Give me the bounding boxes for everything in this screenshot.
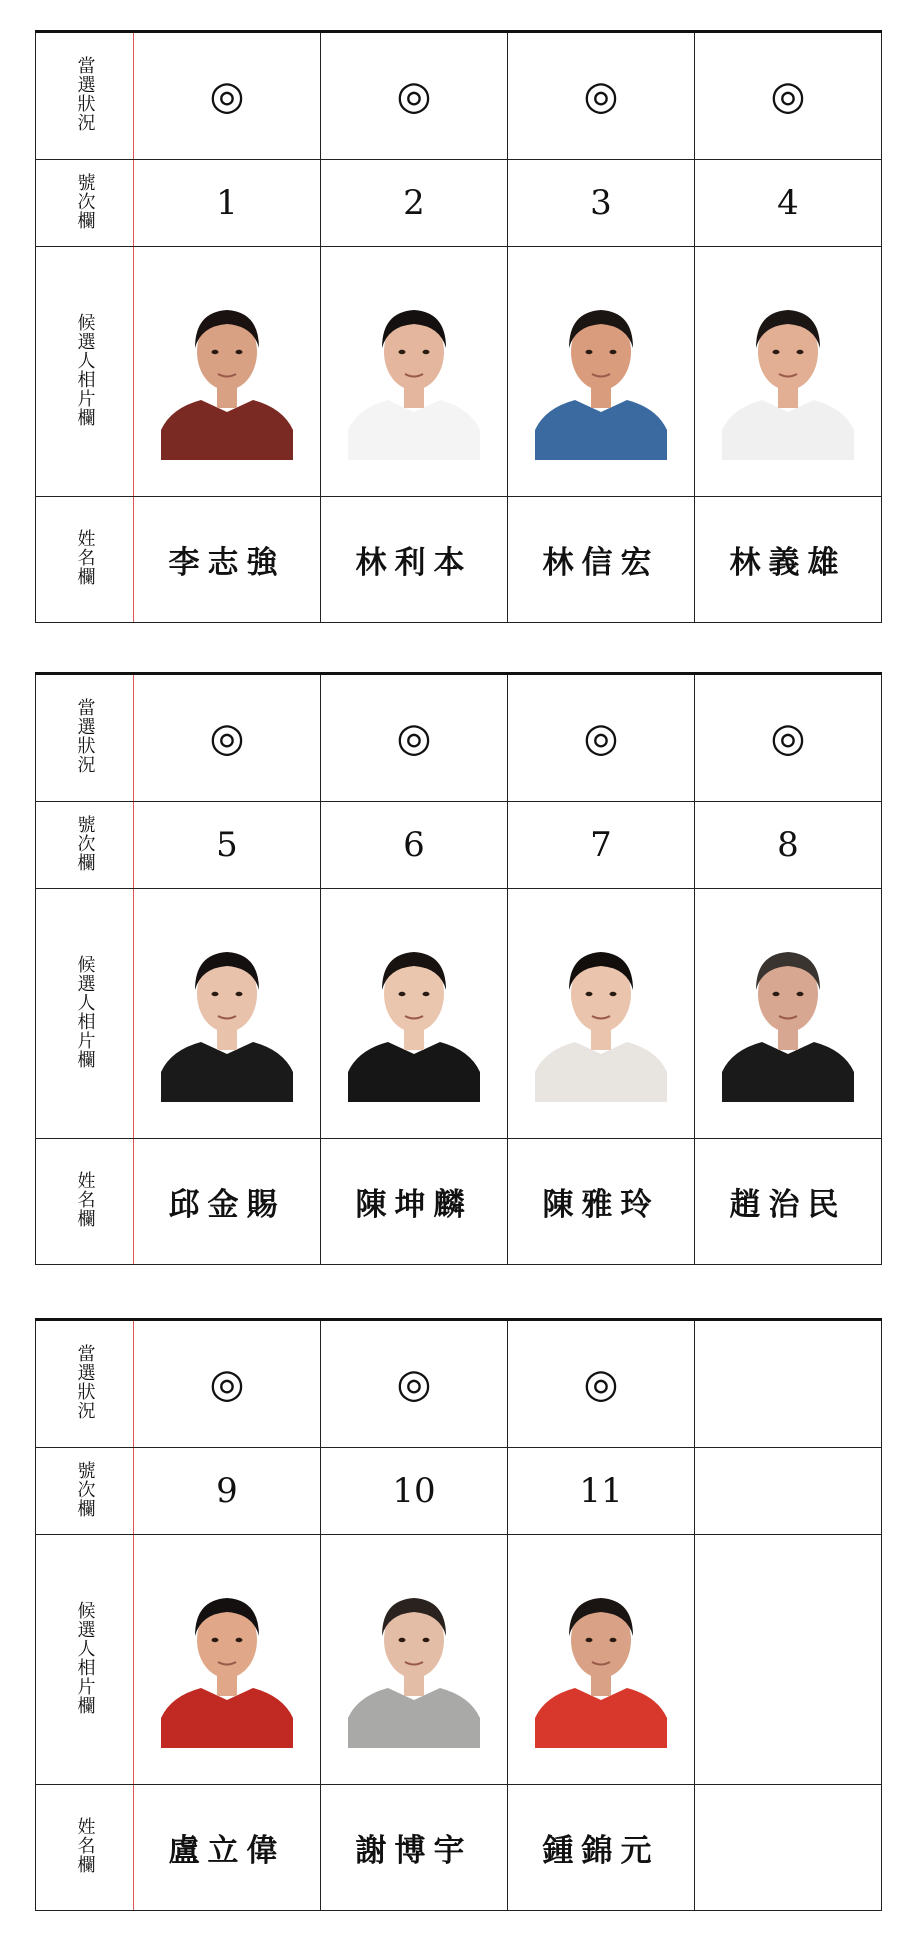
portrait-shirt: [535, 400, 667, 460]
name-cell: [508, 497, 695, 623]
number-cell: [321, 802, 508, 889]
portrait-shirt: [161, 400, 293, 460]
portrait-eye-right: [797, 991, 804, 995]
elected-mark: ◎: [396, 715, 432, 761]
portrait-eye-right: [610, 349, 617, 353]
candidate-number: 4: [777, 183, 799, 223]
name-label-cell: [36, 1139, 134, 1265]
candidate-number: 7: [590, 825, 612, 865]
candidate-number: 8: [777, 825, 799, 865]
status-label: 當選狀況: [74, 698, 96, 774]
status-cell-3: [508, 32, 695, 160]
name-row: [36, 1139, 882, 1265]
photo-label-cell: [36, 889, 134, 1139]
name-label: 姓名欄: [74, 1171, 96, 1228]
name-label-cell: [36, 497, 134, 623]
photo-row: [36, 889, 882, 1139]
status-label: 當選狀況: [74, 1344, 96, 1420]
portrait-eye-left: [212, 991, 219, 995]
status-cell-empty: [695, 1320, 882, 1448]
photo-cell: [134, 247, 321, 497]
status-cell-10: [321, 1320, 508, 1448]
portrait-shirt: [348, 400, 480, 460]
portrait-eye-left: [586, 991, 593, 995]
number-label: 號次欄: [74, 172, 96, 230]
elected-mark: ◎: [583, 73, 619, 119]
portrait-shirt: [535, 1042, 667, 1102]
name-cell-empty: [695, 1785, 882, 1911]
photo-label: 候選人相片欄: [74, 1600, 96, 1715]
portrait-eye-right: [610, 1637, 617, 1641]
portrait-eye-left: [399, 991, 406, 995]
name-cell: [695, 497, 882, 623]
candidate-number: 2: [403, 183, 425, 223]
candidate-number: 11: [579, 1471, 623, 1511]
photo-row: [36, 247, 882, 497]
status-label-cell: [36, 32, 134, 160]
status-label-cell: [36, 674, 134, 802]
portrait-shirt: [535, 1688, 667, 1748]
name-cell: [508, 1139, 695, 1265]
candidate-name: 趙治民: [729, 1187, 847, 1223]
photo-cell: [508, 889, 695, 1139]
number-cell: [508, 160, 695, 247]
number-cell-empty: [695, 1448, 882, 1535]
candidate-number: 10: [392, 1471, 436, 1511]
photo-label: 候選人相片欄: [74, 312, 96, 427]
status-row: [36, 32, 882, 160]
number-cell: [695, 802, 882, 889]
portrait-silhouette: [348, 932, 480, 1102]
candidate-photo: [348, 1578, 480, 1748]
portrait-shirt: [348, 1042, 480, 1102]
portrait-shirt: [161, 1688, 293, 1748]
photo-cell: [508, 247, 695, 497]
number-cell: [321, 1448, 508, 1535]
status-row: [36, 1320, 882, 1448]
status-cell-1: [134, 32, 321, 160]
portrait-eye-right: [236, 1637, 243, 1641]
name-label: 姓名欄: [74, 529, 96, 586]
status-cell-5: [134, 674, 321, 802]
status-label: 當選狀況: [74, 56, 96, 132]
portrait-silhouette: [348, 290, 480, 460]
status-cell-4: [695, 32, 882, 160]
ballot-table-3: [35, 1318, 882, 1911]
status-cell-2: [321, 32, 508, 160]
elected-mark: ◎: [583, 1361, 619, 1407]
candidate-name: 林信宏: [542, 545, 660, 581]
candidate-name: 李志強: [168, 545, 286, 581]
elected-mark: ◎: [396, 73, 432, 119]
number-cell: [695, 160, 882, 247]
photo-cell: [695, 889, 882, 1139]
portrait-silhouette: [535, 290, 667, 460]
elected-mark: ◎: [209, 73, 245, 119]
photo-label-cell: [36, 247, 134, 497]
candidate-photo: [722, 290, 854, 460]
portrait-silhouette: [722, 290, 854, 460]
name-cell: [321, 1785, 508, 1911]
photo-cell: [321, 247, 508, 497]
portrait-silhouette: [161, 932, 293, 1102]
portrait-eye-right: [236, 349, 243, 353]
candidate-photo: [161, 1578, 293, 1748]
name-cell: [134, 1139, 321, 1265]
portrait-eye-left: [586, 349, 593, 353]
status-cell-9: [134, 1320, 321, 1448]
name-cell: [321, 497, 508, 623]
portrait-eye-right: [610, 991, 617, 995]
portrait-eye-left: [773, 991, 780, 995]
status-label-cell: [36, 1320, 134, 1448]
name-row: [36, 497, 882, 623]
photo-row: [36, 1535, 882, 1785]
portrait-eye-right: [423, 991, 430, 995]
status-cell-6: [321, 674, 508, 802]
elected-mark: ◎: [770, 73, 806, 119]
candidate-name: 陳坤麟: [355, 1187, 473, 1223]
photo-cell: [134, 889, 321, 1139]
candidate-name: 林義雄: [729, 545, 847, 581]
candidate-photo: [535, 1578, 667, 1748]
name-label-cell: [36, 1785, 134, 1911]
name-cell: [695, 1139, 882, 1265]
photo-cell-empty: [695, 1535, 882, 1785]
portrait-silhouette: [161, 290, 293, 460]
portrait-eye-right: [797, 349, 804, 353]
ballot-table-2: [35, 672, 882, 1265]
portrait-shirt: [722, 1042, 854, 1102]
portrait-eye-left: [586, 1637, 593, 1641]
candidate-name: 謝博宇: [355, 1833, 473, 1869]
elected-mark: ◎: [770, 715, 806, 761]
candidate-name: 林利本: [355, 545, 473, 581]
portrait-silhouette: [535, 932, 667, 1102]
portrait-eye-left: [773, 349, 780, 353]
name-row: [36, 1785, 882, 1911]
portrait-silhouette: [161, 1578, 293, 1748]
portrait-eye-right: [423, 349, 430, 353]
number-cell: [508, 802, 695, 889]
candidate-photo: [722, 932, 854, 1102]
candidate-number: 5: [216, 825, 238, 865]
portrait-eye-left: [399, 1637, 406, 1641]
number-cell: [508, 1448, 695, 1535]
candidate-photo: [161, 932, 293, 1102]
name-cell: [134, 497, 321, 623]
number-label: 號次欄: [74, 814, 96, 872]
status-cell-11: [508, 1320, 695, 1448]
name-cell: [508, 1785, 695, 1911]
candidate-number: 3: [590, 183, 612, 223]
elected-mark: ◎: [396, 1361, 432, 1407]
number-label-cell: [36, 160, 134, 247]
photo-label: 候選人相片欄: [74, 954, 96, 1069]
photo-cell: [508, 1535, 695, 1785]
candidate-name: 邱金賜: [168, 1187, 286, 1223]
photo-cell: [321, 889, 508, 1139]
portrait-eye-left: [212, 1637, 219, 1641]
status-cell-8: [695, 674, 882, 802]
portrait-eye-left: [212, 349, 219, 353]
number-cell: [134, 1448, 321, 1535]
number-label-cell: [36, 1448, 134, 1535]
portrait-shirt: [722, 400, 854, 460]
candidate-number: 9: [216, 1471, 238, 1511]
candidate-photo: [161, 290, 293, 460]
number-row: [36, 160, 882, 247]
portrait-shirt: [348, 1688, 480, 1748]
elected-mark: ◎: [583, 715, 619, 761]
number-cell: [134, 802, 321, 889]
candidate-photo: [348, 932, 480, 1102]
number-cell: [321, 160, 508, 247]
number-cell: [134, 160, 321, 247]
candidate-name: 盧立偉: [168, 1833, 286, 1869]
elected-mark: ◎: [209, 1361, 245, 1407]
candidate-photo: [348, 290, 480, 460]
name-cell: [321, 1139, 508, 1265]
portrait-silhouette: [722, 932, 854, 1102]
candidate-number: 1: [216, 183, 238, 223]
number-label-cell: [36, 802, 134, 889]
portrait-eye-left: [399, 349, 406, 353]
portrait-shirt: [161, 1042, 293, 1102]
candidate-name: 陳雅玲: [542, 1187, 660, 1223]
photo-cell: [321, 1535, 508, 1785]
number-label: 號次欄: [74, 1460, 96, 1518]
status-cell-7: [508, 674, 695, 802]
candidate-number: 6: [403, 825, 425, 865]
elected-mark: ◎: [209, 715, 245, 761]
portrait-eye-right: [236, 991, 243, 995]
name-label: 姓名欄: [74, 1817, 96, 1874]
portrait-silhouette: [535, 1578, 667, 1748]
candidate-name: 鍾錦元: [542, 1833, 660, 1869]
candidate-photo: [535, 290, 667, 460]
photo-cell: [695, 247, 882, 497]
photo-cell: [134, 1535, 321, 1785]
ballot-table-1: [35, 30, 882, 623]
candidate-photo: [535, 932, 667, 1102]
name-cell: [134, 1785, 321, 1911]
portrait-eye-right: [423, 1637, 430, 1641]
portrait-silhouette: [348, 1578, 480, 1748]
status-row: [36, 674, 882, 802]
photo-label-cell: [36, 1535, 134, 1785]
number-row: [36, 802, 882, 889]
number-row: [36, 1448, 882, 1535]
